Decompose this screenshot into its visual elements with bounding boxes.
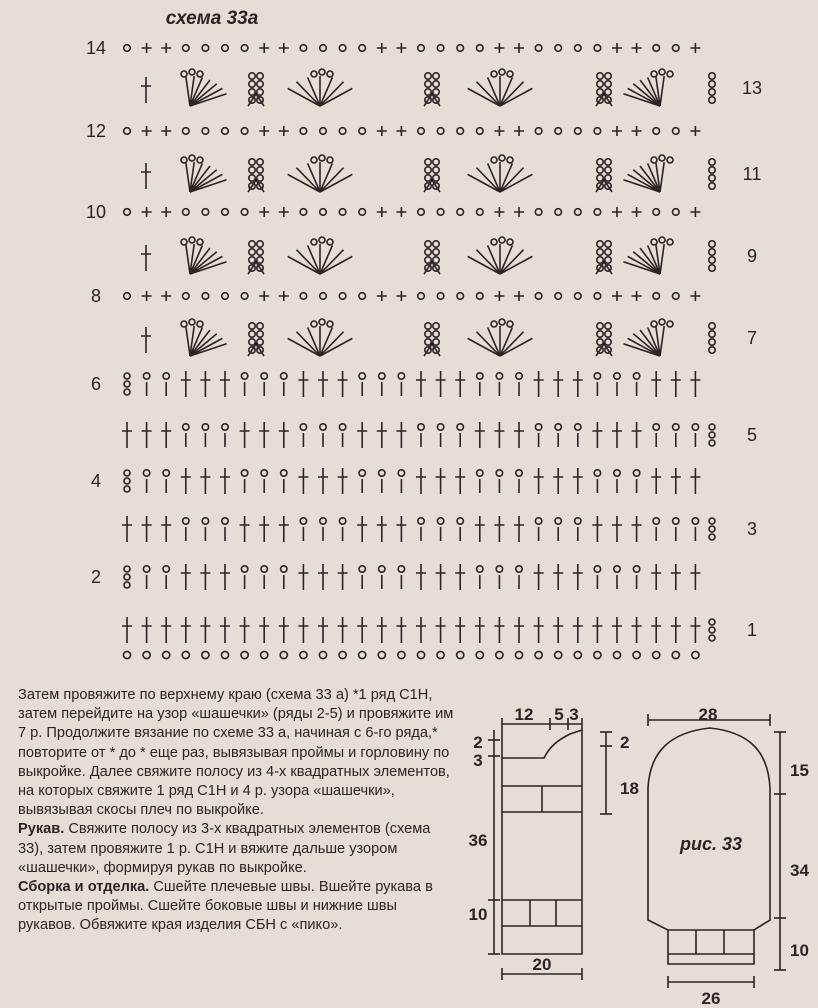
dim-2-left: 2 <box>473 733 483 752</box>
sleeve-caption: рис. 33 <box>679 834 743 854</box>
row-label-right: 5 <box>746 425 758 445</box>
dim-28: 28 <box>698 705 718 724</box>
instructions-main: Затем провяжите по верхнему краю (схема 33 а) *1 ряд С1Н, затем перейдите на узор «шашечки» (ряды 2-5) и провяжите им 7 р. Продолжите вязание по схеме 33 а, начиная с 6-го ряда,* повторите от * до * еще раз, вывязывая проймы и горловину по выкройке. Далее свяжите полосу из 4-х квадратных элементов, на которых свяжите 1 ряд С1Н и 4 р. узора «шашечки», вывязывая скосы плеч по выкройке. <box>18 687 454 819</box>
dim-3-top: 3 <box>569 705 579 724</box>
dim-3-left: 3 <box>473 751 483 770</box>
sleeve-heading: Рукав. <box>18 821 65 838</box>
dim-36: 36 <box>468 831 488 850</box>
assembly-text: Сшейте плечевые швы. Вшейте рукава в открытые проймы. Сшейте боковые швы и нижние швы рукавов. Обвяжите края изделия СБН с «пико». <box>18 879 433 934</box>
row-label-left: 14 <box>85 38 107 58</box>
row-label-right: 7 <box>746 328 758 348</box>
row-label-left: 6 <box>90 374 102 394</box>
assembly-paragraph <box>18 878 458 936</box>
instructions-text <box>18 686 458 936</box>
dim-34: 34 <box>790 861 809 880</box>
dim-2-right: 2 <box>620 733 630 752</box>
row-label-left: 12 <box>85 121 107 141</box>
assembly-heading: Сборка и отделка. <box>18 879 150 896</box>
pattern-diagrams <box>460 690 810 1008</box>
dim-5: 5 <box>554 705 564 724</box>
row-label-left: 2 <box>90 567 102 587</box>
sleeve-text: Свяжите полосу из 3-х квадратных элементов (схема 33), затем провяжите 1 р. С1Н и вяжите дальше узором «шашечки», формируя рукав по выкройке. <box>18 821 431 876</box>
row-label-right: 11 <box>742 164 762 184</box>
dim-12: 12 <box>514 705 534 724</box>
row-label-left: 4 <box>90 471 102 491</box>
row-label-right: 13 <box>741 78 763 98</box>
row-label-right: 3 <box>746 519 758 539</box>
row-label-right: 9 <box>746 246 758 266</box>
pattern-body <box>488 718 612 980</box>
dim-26: 26 <box>701 989 721 1008</box>
dim-10-left: 10 <box>468 905 488 924</box>
row-label-right: 1 <box>746 620 758 640</box>
row-label-left: 10 <box>85 202 107 222</box>
dim-15: 15 <box>790 761 809 780</box>
dim-10-right: 10 <box>790 941 809 960</box>
scheme-title: схема 33а <box>165 8 259 29</box>
dim-18: 18 <box>620 779 639 798</box>
dim-20: 20 <box>532 955 552 974</box>
row-label-left: 8 <box>90 286 102 306</box>
sleeve-paragraph <box>18 820 458 878</box>
